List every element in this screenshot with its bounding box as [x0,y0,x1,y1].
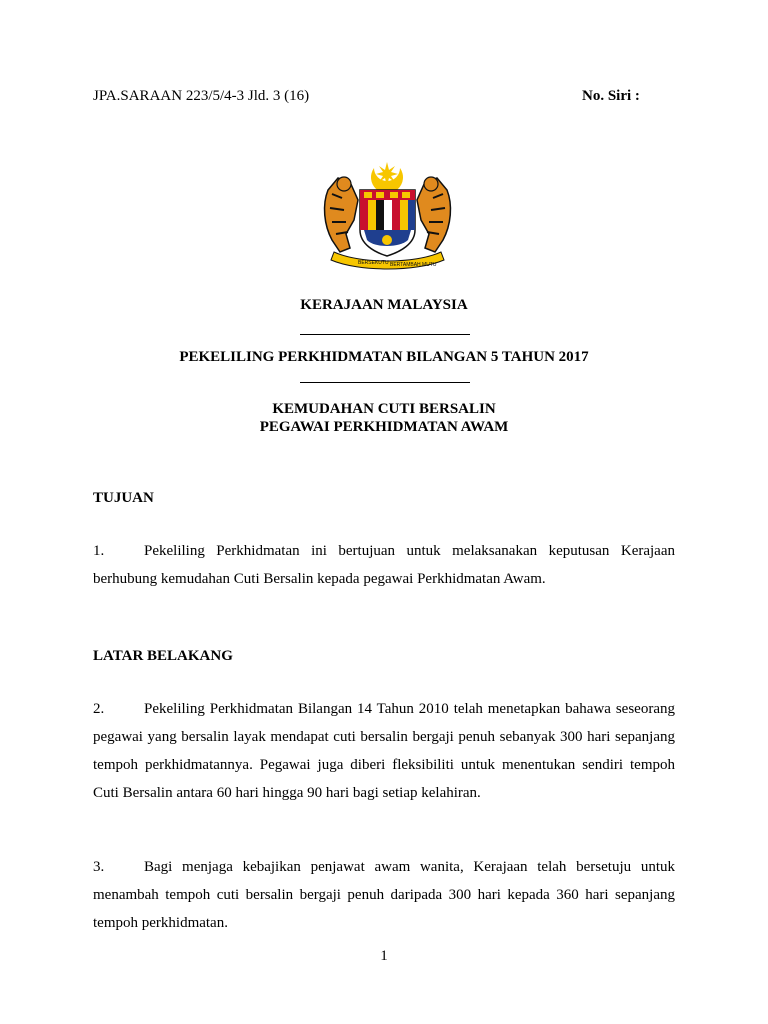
page-number: 1 [380,948,388,964]
section-heading-latar-belakang: LATAR BELAKANG [93,648,233,664]
motto-right: BERTAMBAH MUTU [390,262,437,268]
paragraph-1 [93,537,675,593]
subject-line-1: KEMUDAHAN CUTI BERSALIN [272,401,496,417]
paragraph-number: 2. [93,701,105,717]
paragraph-2 [93,695,675,807]
section-heading-tujuan: TUJUAN [93,490,154,506]
title-divider-2 [300,382,470,383]
paragraph-number: 1. [93,543,105,559]
reference-number: JPA.SARAAN 223/5/4-3 Jld. 3 (16) [93,88,310,104]
paragraph-text: Pekeliling Perkhidmatan ini bertujuan untuk melaksanakan keputusan Kerajaan berhubung kemudahan Cuti Bersalin kepada pegawai Perkhidmatan Awam. [93,543,675,587]
motto-left: BERSEKUTU [358,260,389,266]
paragraph-number: 3. [93,859,105,875]
paragraph-text: Bagi menjaga kebajikan penjawat awam wanita, Kerajaan telah bersetuju untuk menambah tempoh cuti bersalin bergaji penuh daripada 300 hari kepada 360 hari sepanjang tempoh perkhidmatan. [93,859,675,931]
circular-title: PEKELILING PERKHIDMATAN BILANGAN 5 TAHUN 2017 [179,349,589,365]
coat-of-arms-logo [320,160,455,272]
paragraph-text: Pekeliling Perkhidmatan Bilangan 14 Tahun 2010 telah menetapkan bahawa seseorang pegawai yang bersalin layak mendapat cuti bersalin bergaji penuh sebanyak 300 hari sepanjang tempoh perkhidmatannya. Pegawai juga diberi fleksibiliti untuk menentukan sendiri tempoh Cuti Bersalin antara 60 hari hingga 90 hari bagi setiap kelahiran. [93,701,675,801]
title-divider-1 [300,334,470,335]
paragraph-3 [93,853,675,937]
serial-number-label: No. Siri : [582,88,640,104]
government-title: KERAJAAN MALAYSIA [300,297,468,313]
subject-line-2: PEGAWAI PERKHIDMATAN AWAM [259,419,509,435]
